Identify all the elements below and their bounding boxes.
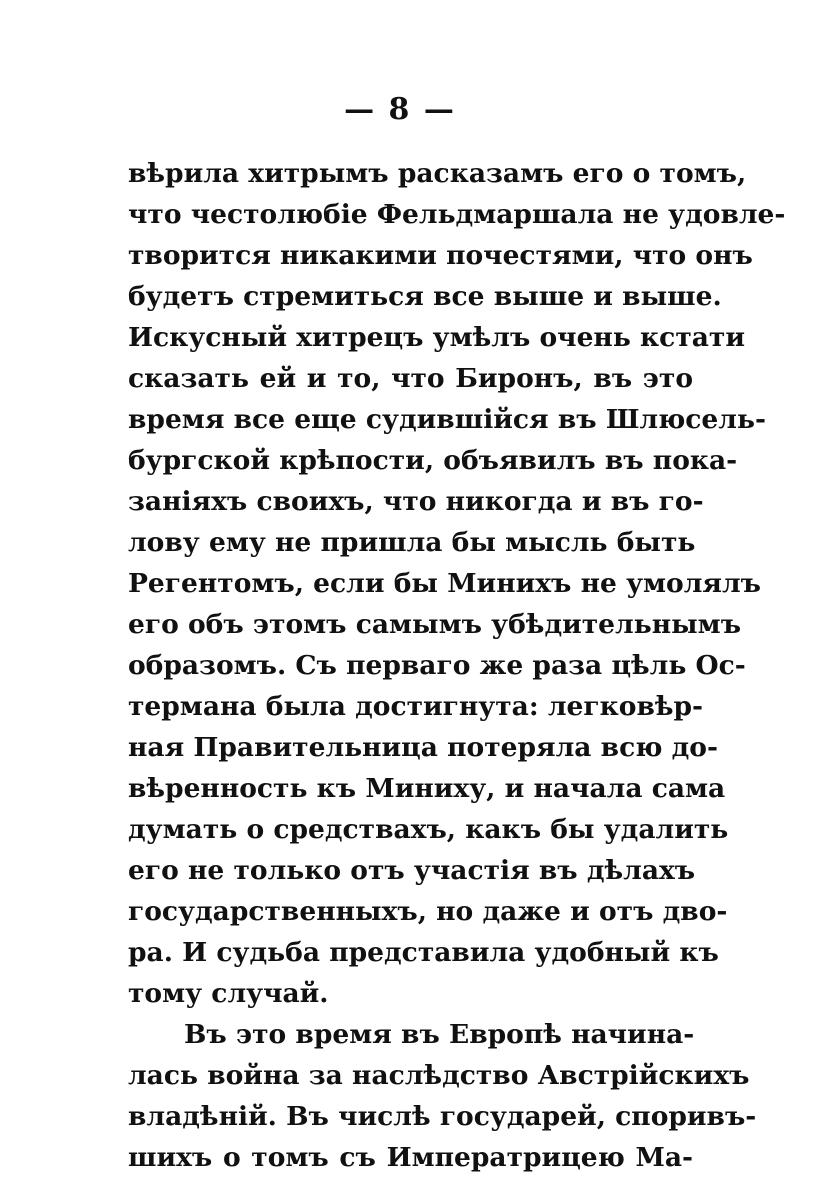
text-line: что честолюбіе Фельдмаршала не удовле- [128, 199, 786, 230]
text-line: его не только отъ участія въ дѣлахъ [128, 855, 696, 886]
body-text [128, 153, 786, 1178]
text-line: его объ этомъ самымъ убѣдительнымъ [128, 609, 742, 640]
text-line: владѣній. Въ числѣ государей, споривъ- [128, 1101, 757, 1132]
text-line: думать о средствахъ, какъ бы удалить [128, 814, 729, 845]
text-line: заніяхъ своихъ, что никогда и въ го- [128, 486, 704, 517]
text-line: вѣренность къ Миниху, и начала сама [128, 773, 726, 804]
text-line: образомъ. Съ перваго же раза цѣль Ос- [128, 650, 746, 681]
text-line: лась война за наслѣдство Австрійскихъ [128, 1060, 750, 1091]
text-line: вѣрила хитрымъ расказамъ его о томъ, [128, 158, 747, 189]
paragraph-first-line: Въ это время въ Европѣ начина- [184, 1019, 695, 1050]
text-line: тому случай. [128, 978, 329, 1009]
text-line: время все еще судившійся въ Шлюсель- [128, 404, 766, 435]
text-line: сказать ей и то, что Биронъ, въ это [128, 363, 693, 394]
text-line: шихъ о томъ съ Императрицею Ма- [128, 1142, 693, 1173]
text-line: государственныхъ, но даже и отъ дво- [128, 896, 728, 927]
text-line: бургской крѣпости, объявилъ въ пока- [128, 445, 738, 476]
text-line: Искусный хитрецъ умѣлъ очень кстати [128, 322, 745, 353]
text-line: лову ему не пришла бы мысль быть [128, 527, 696, 558]
text-line: термана была достигнута: легковѣр- [128, 691, 704, 722]
text-line: ра. И судьба представила удобный къ [128, 937, 719, 968]
text-line: Регентомъ, если бы Минихъ не умолялъ [128, 568, 762, 599]
page-number: — 8 — [344, 92, 456, 127]
text-line: будетъ стремиться все выше и выше. [128, 281, 722, 312]
text-line: творится никакими почестями, что онъ [128, 240, 753, 271]
text-line: ная Правительница потеряла всю до- [128, 732, 718, 763]
